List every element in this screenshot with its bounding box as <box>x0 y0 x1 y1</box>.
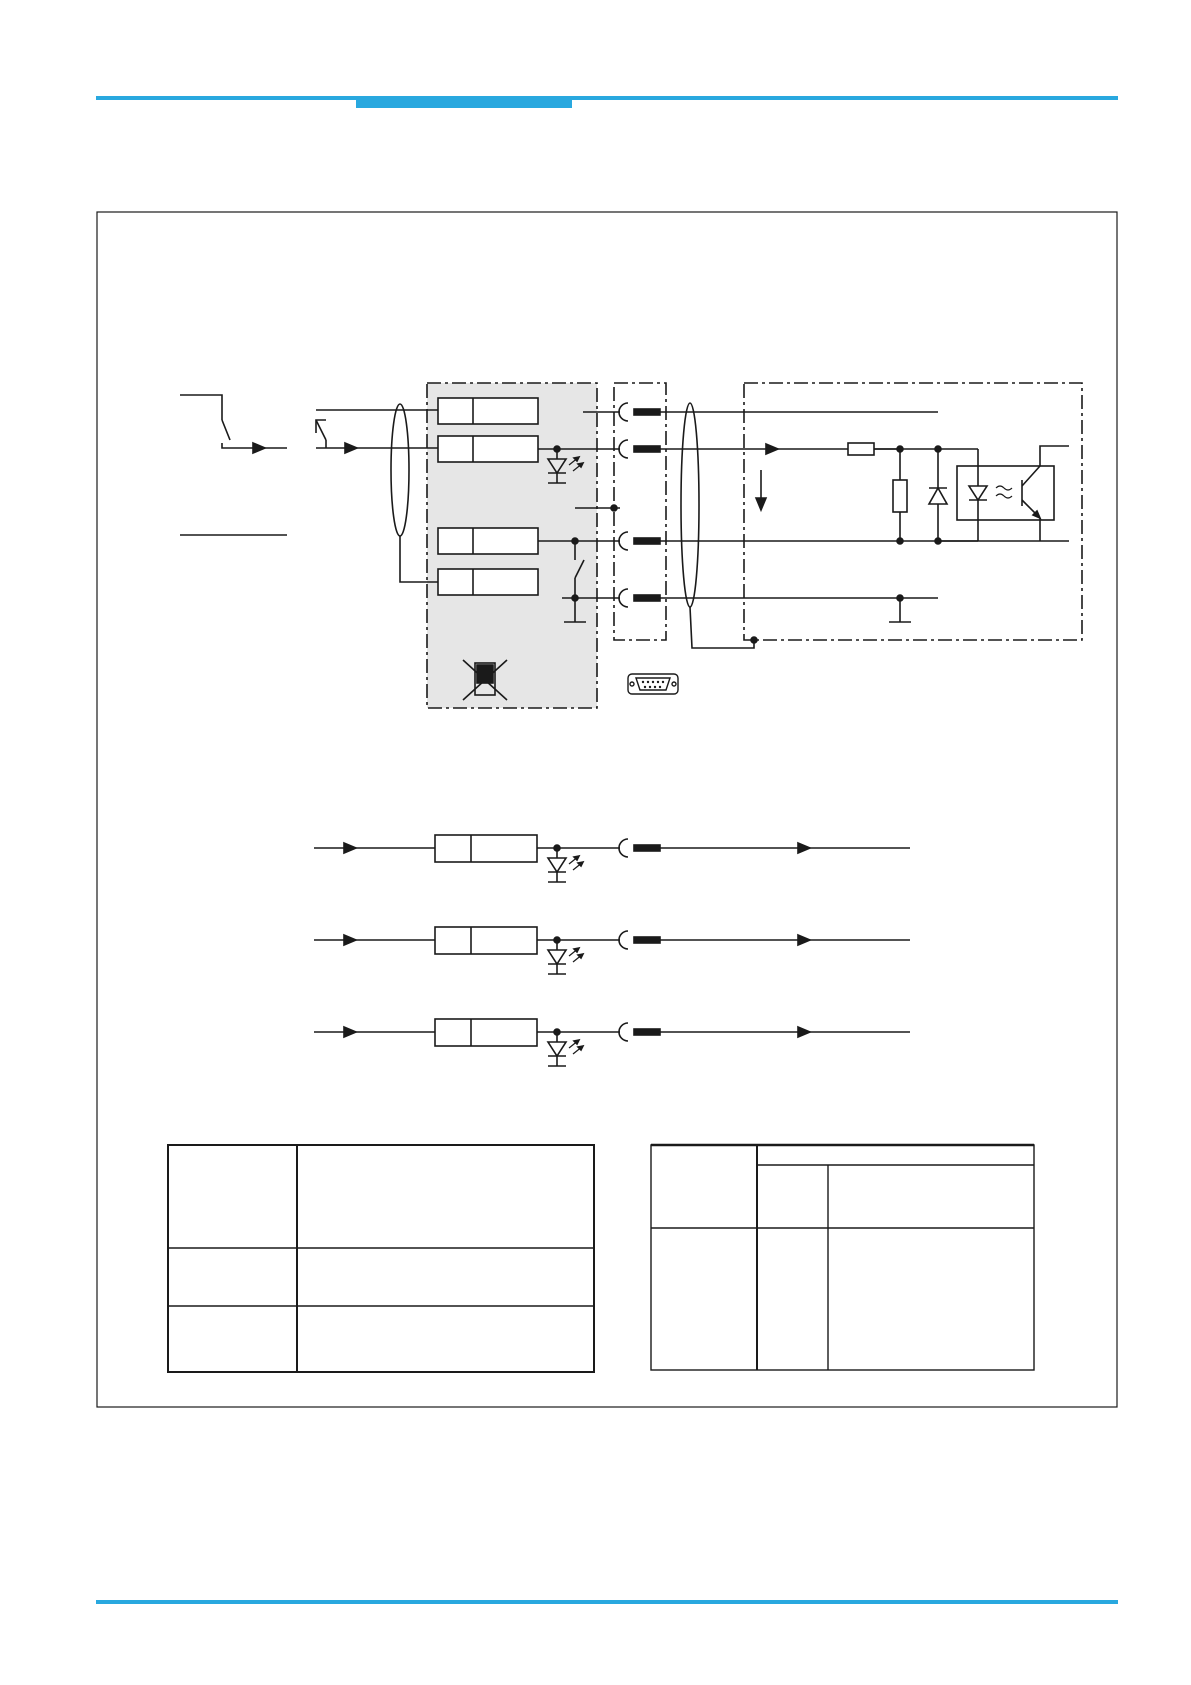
header-rule <box>96 96 1118 108</box>
footer-rule <box>96 1600 1118 1604</box>
table-right <box>651 1145 1034 1370</box>
sub-d-connector-icon <box>628 674 678 694</box>
main-schematic <box>180 383 1082 708</box>
table-left <box>168 1145 594 1372</box>
external-circuit-box <box>744 383 1082 640</box>
output-circuit-3 <box>314 1019 910 1066</box>
output-circuit-2 <box>314 927 910 974</box>
output-circuit-1 <box>314 835 910 882</box>
